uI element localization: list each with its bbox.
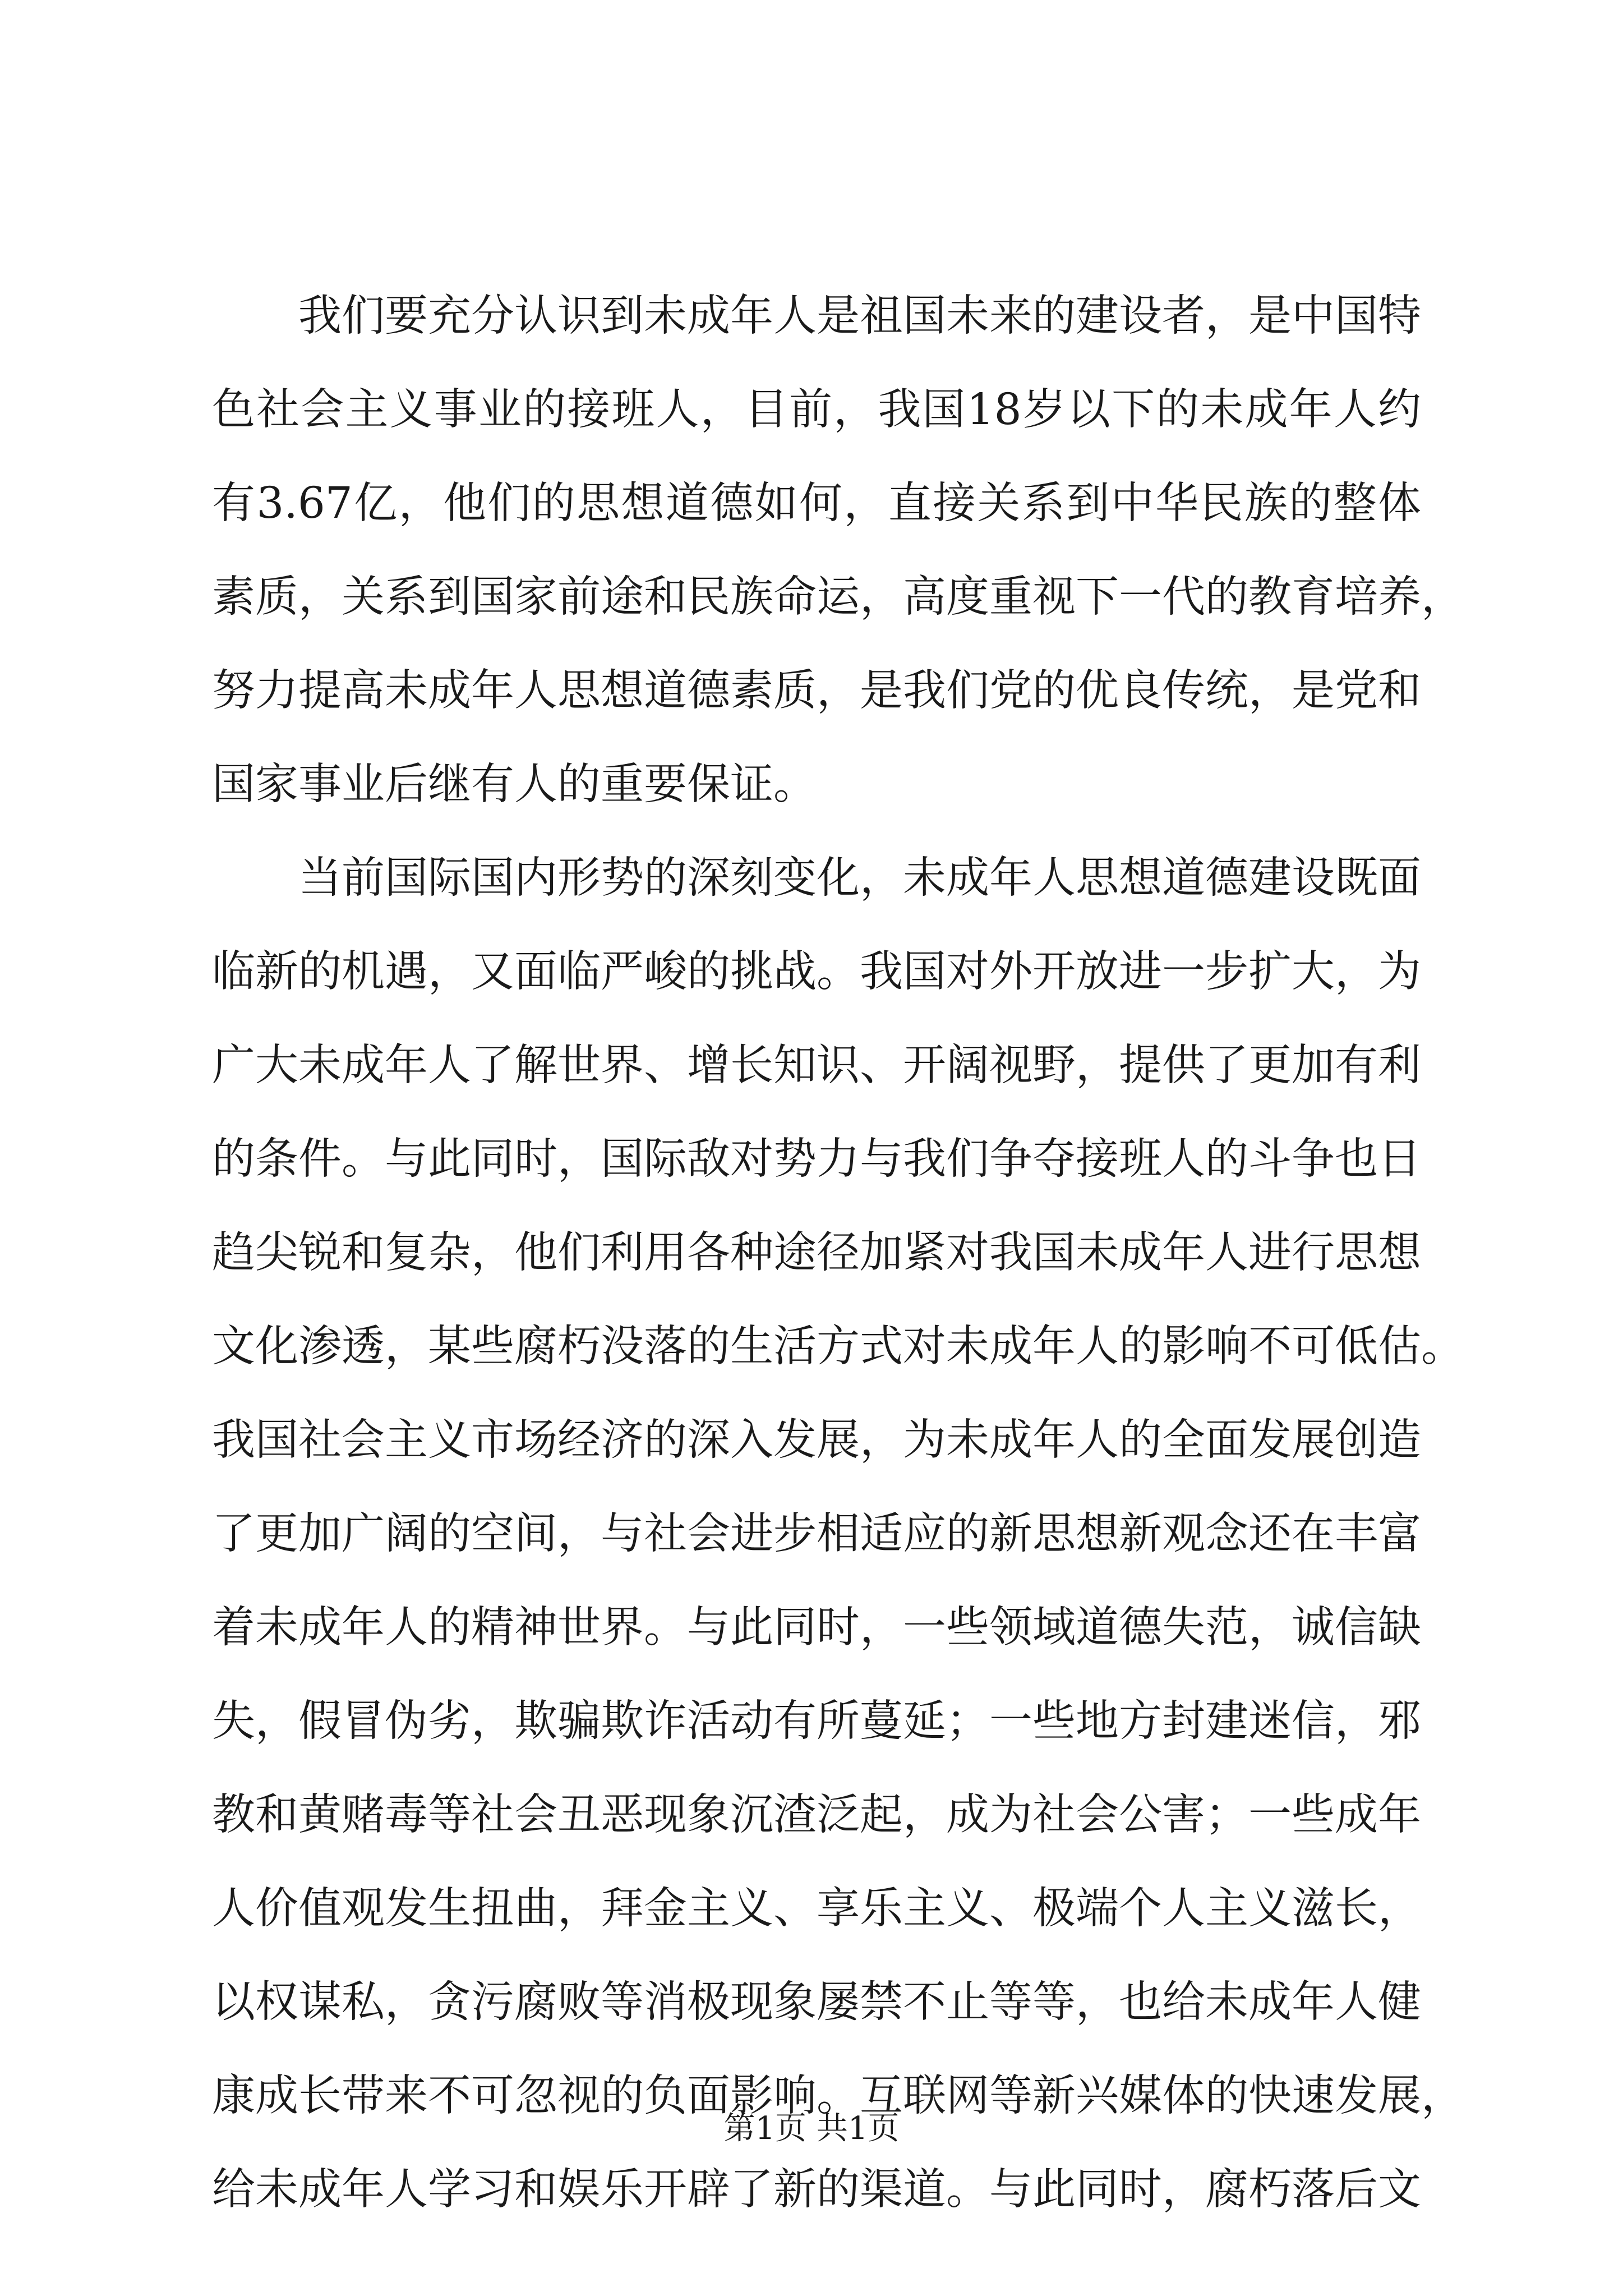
paragraph-1-line-5: 努力提高未成年人思想道德素质，是我们党的优良传统，是党和 xyxy=(212,666,1421,716)
paragraph-2-line-8: 了更加广阔的空间，与社会进步相适应的新思想新观念还在丰富 xyxy=(212,1509,1421,1559)
paragraph-1-line-3: 有3.67亿，他们的思想道德如何，直接关系到中华民族的整体 xyxy=(212,478,1421,528)
paragraph-2-line-2: 临新的机遇，又面临严峻的挑战。我国对外开放进一步扩大，为 xyxy=(212,947,1421,997)
paragraph-2-line-10: 失，假冒伪劣，欺骗欺诈活动有所蔓延；一些地方封建迷信，邪 xyxy=(212,1696,1421,1746)
paragraph-2-line-13: 以权谋私，贪污腐败等消极现象屡禁不止等等，也给未成年人健 xyxy=(212,1977,1421,2027)
page-number-label: 第1页 共1页 xyxy=(723,2110,900,2147)
paragraph-2-line-1: 当前国际国内形势的深刻变化，未成年人思想道德建设既面 xyxy=(298,853,1421,903)
paragraph-1-line-6: 国家事业后继有人的重要保证。 xyxy=(212,760,817,809)
paragraph-2-line-9: 着未成年人的精神世界。与此同时，一些领域道德失范，诚信缺 xyxy=(212,1603,1421,1653)
paragraph-2-line-15: 给未成年人学习和娱乐开辟了新的渠道。与此同时，腐朽落后文 xyxy=(212,2165,1421,2215)
paragraph-2-line-12: 人价值观发生扭曲，拜金主义、享乐主义、极端个人主义滋长， xyxy=(212,1884,1421,1934)
document-body xyxy=(212,269,1464,2237)
paragraph-1-line-2: 色社会主义事业的接班人，目前，我国18岁以下的未成年人约 xyxy=(212,385,1421,435)
paragraph-2-line-4: 的条件。与此同时，国际敌对势力与我们争夺接班人的斗争也日 xyxy=(212,1134,1421,1184)
paragraph-2-line-5: 趋尖锐和复杂，他们利用各种途径加紧对我国未成年人进行思想 xyxy=(212,1228,1421,1278)
paragraph-2-line-14: 康成长带来不可忽视的负面影响。互联网等新兴媒体的快速发展， xyxy=(212,2071,1464,2121)
paragraph-1-line-4: 素质，关系到国家前途和民族命运，高度重视下一代的教育培养， xyxy=(212,572,1464,622)
page-footer xyxy=(0,2109,1623,2148)
paragraph-2-line-7: 我国社会主义市场经济的深入发展，为未成年人的全面发展创造 xyxy=(212,1415,1421,1465)
paragraph-2-line-6: 文化渗透，某些腐朽没落的生活方式对未成年人的影响不可低估。 xyxy=(212,1322,1464,1372)
paragraph-1-line-1: 我们要充分认识到未成年人是祖国未来的建设者，是中国特 xyxy=(298,291,1421,341)
paragraph-2-line-3: 广大未成年人了解世界、增长知识、开阔视野，提供了更加有利 xyxy=(212,1041,1421,1091)
paragraph-2-line-11: 教和黄赌毒等社会丑恶现象沉渣泛起，成为社会公害；一些成年 xyxy=(212,1790,1421,1840)
